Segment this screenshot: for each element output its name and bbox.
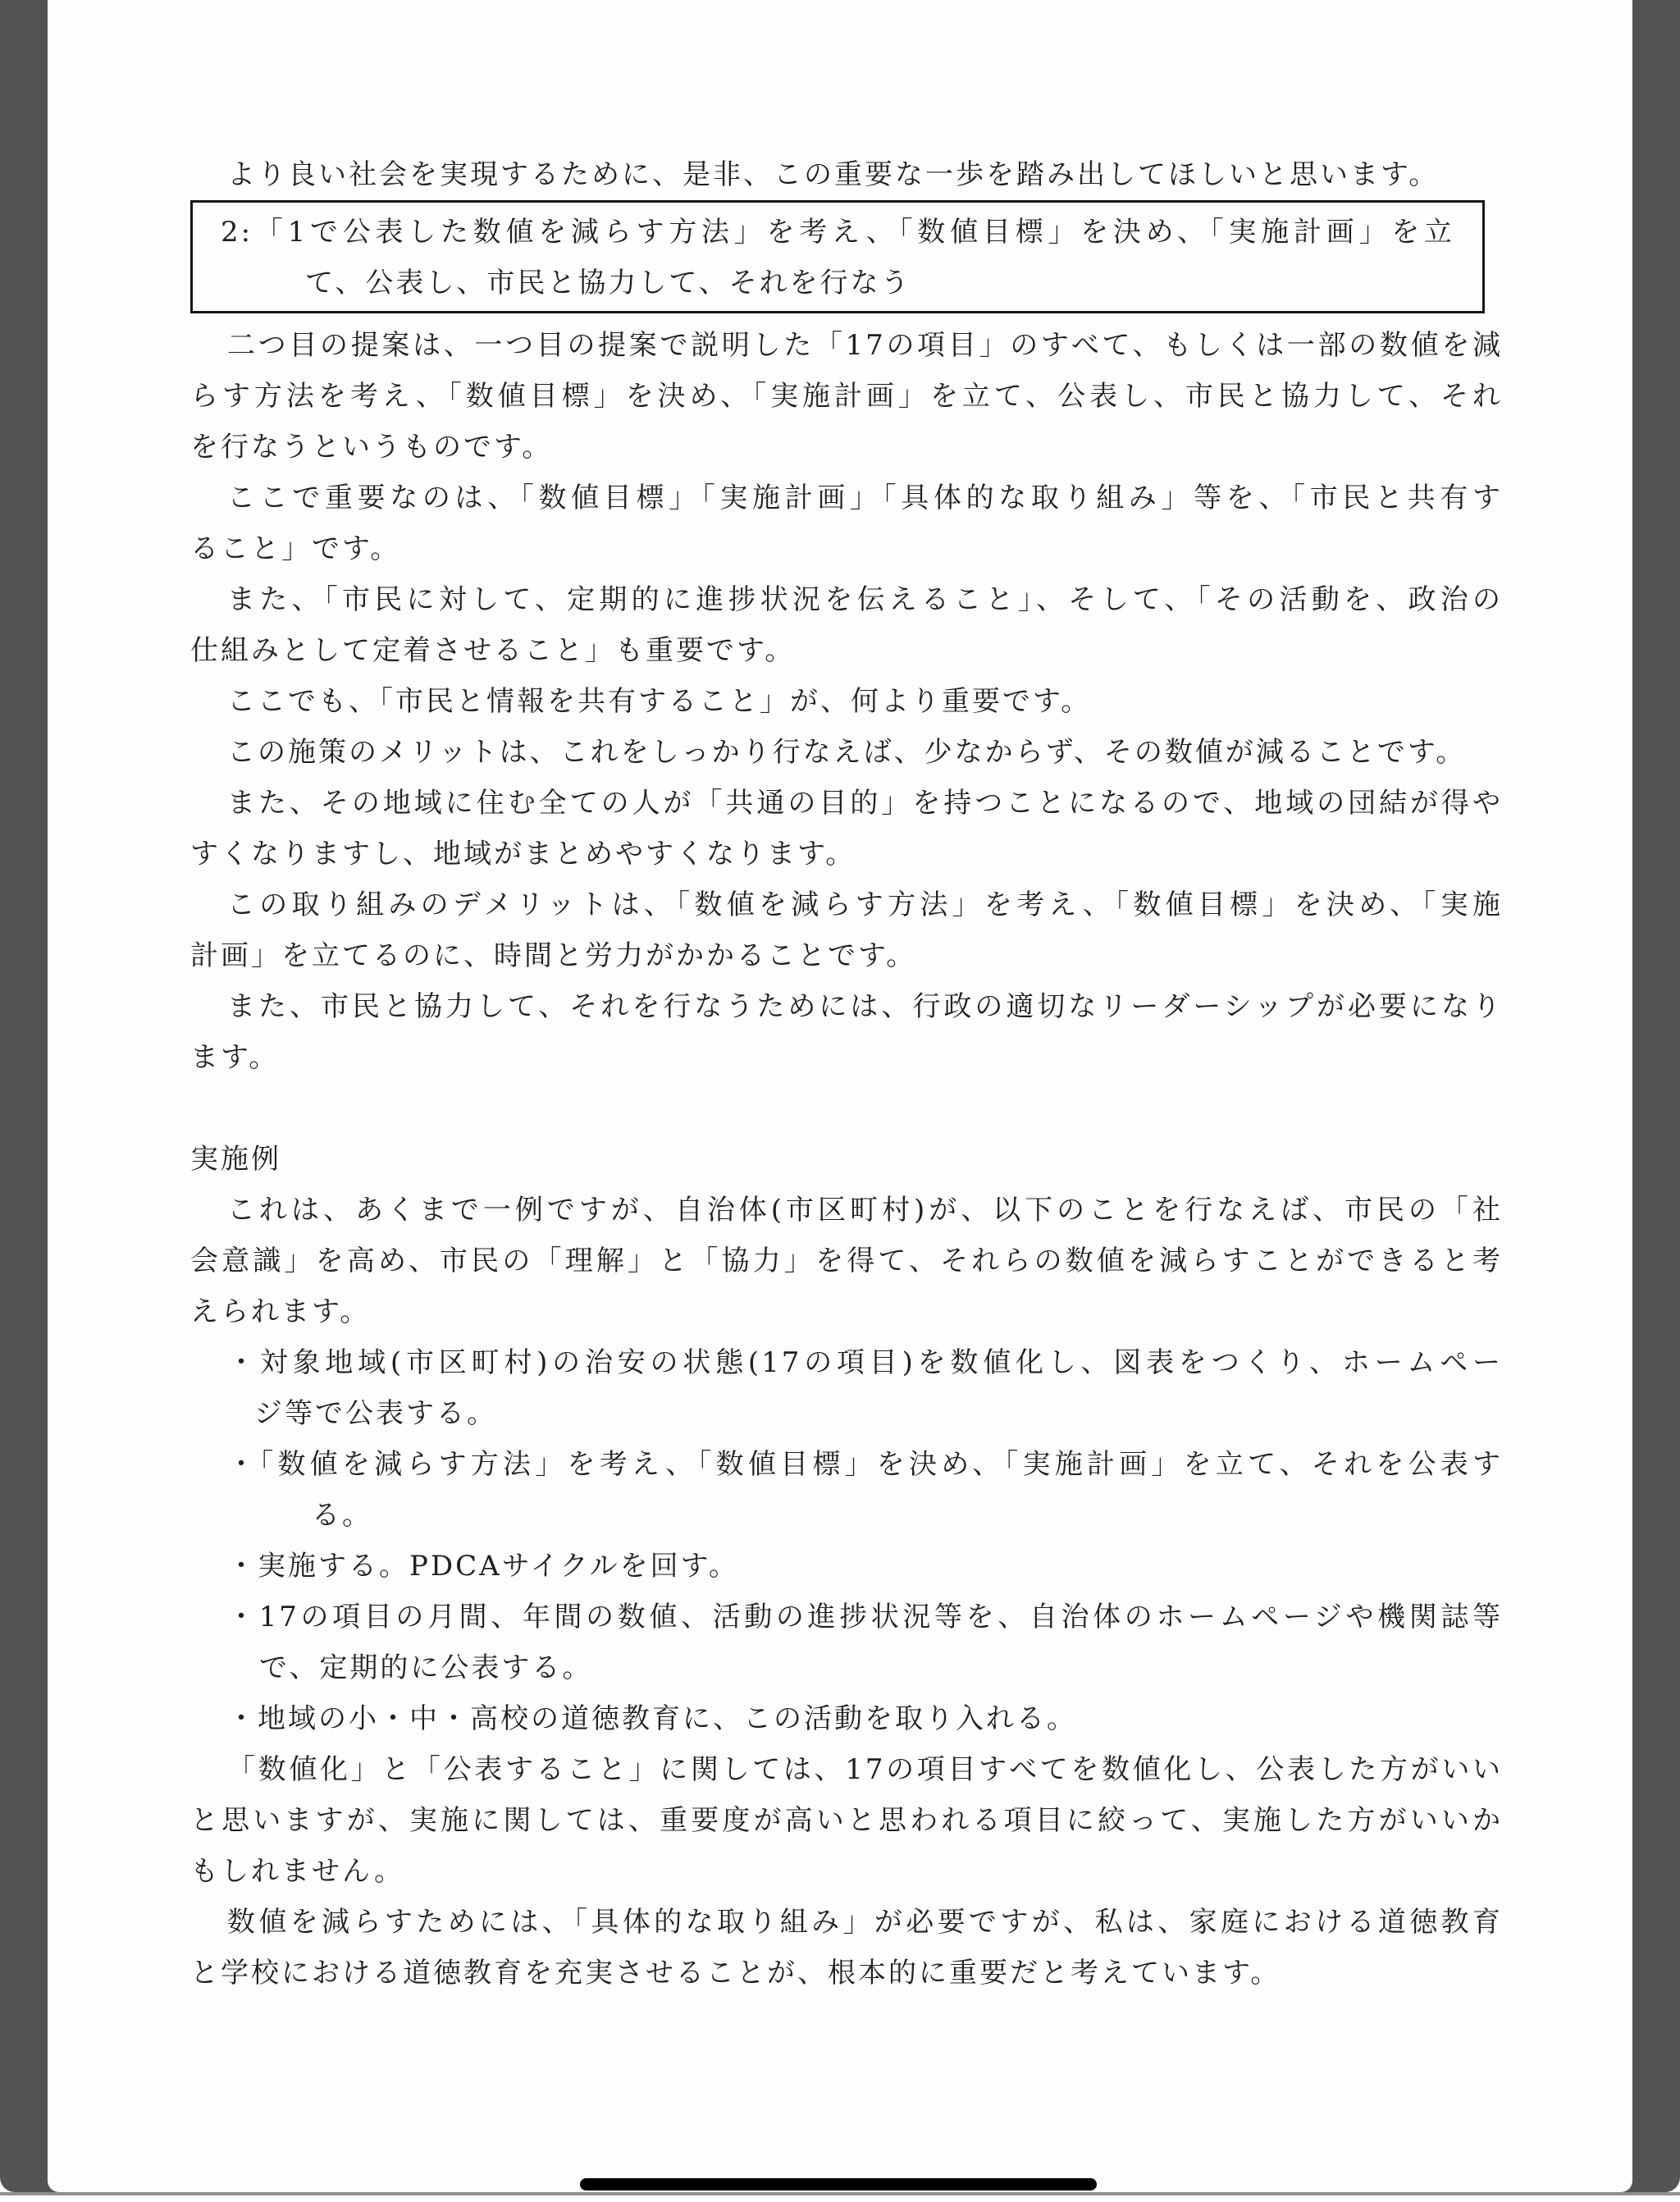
document-text-line: ・実施する。PDCAサイクルを回す。 <box>227 1550 739 1583</box>
document-text-line: らす方法を考え、「数値目標」を決め、「実施計画」を立て、公表し、市民と協力して、それ <box>190 380 1503 413</box>
document-text-line: ること」です。 <box>190 532 401 565</box>
document-text-line: すくなりますし、地域がまとめやすくなります。 <box>190 838 856 870</box>
window-bottom-edge <box>0 2192 1680 2195</box>
box-text-line: 2:「1で公表した数値を減らす方法」を考え、「数値目標」を決め、「実施計画」を立 <box>221 216 1454 249</box>
document-text-line: ・地域の小・中・高校の道徳教育に、この活動を取り入れる。 <box>227 1702 1077 1735</box>
document-page <box>48 0 1632 2192</box>
document-text-line: ・17の項目の月間、年間の数値、活動の進捗状況等を、自治体のホームページや機関誌等 <box>227 1601 1503 1633</box>
document-text-line: る。 <box>312 1499 372 1532</box>
document-text-line: また、市民と協力して、それを行なうためには、行政の適切なリーダーシップが必要になり <box>227 990 1503 1023</box>
document-text-line: ここで重要なのは、「数値目標」「実施計画」「具体的な取り組み」等を、「市民と共有す <box>227 482 1503 514</box>
box-text-line: て、公表し、市民と協力して、それを行なう <box>305 267 911 299</box>
document-text-line: この施策のメリットは、これをしっかり行なえば、少なからず、その数値が減ることです。 <box>227 736 1467 769</box>
document-text-line: 実施例 <box>190 1143 281 1176</box>
document-text-line: を行なうというものです。 <box>190 431 553 464</box>
blank-line <box>190 1083 1503 1134</box>
document-text-line: 二つ目の提案は、一つ目の提案で説明した「17の項目」のすべて、もしくは一部の数値を減 <box>227 329 1503 362</box>
document-text-line: また、その地域に住む全ての人が「共通の目的」を持つことになるので、地域の団結が得や <box>227 787 1503 820</box>
document-text-line: もしれません。 <box>190 1855 405 1888</box>
document-text-line: 会意識」を高め、市民の「理解」と「協力」を得て、それらの数値を減らすことができると考 <box>190 1245 1503 1277</box>
document-text-line: えられます。 <box>190 1295 371 1328</box>
document-text-line: この取り組みのデメリットは、「数値を減らす方法」を考え、「数値目標」を決め、「実施 <box>227 889 1503 921</box>
document-text-line: これは、あくまで一例ですが、自治体(市区町村)が、以下のことを行なえば、市民の「社 <box>227 1194 1503 1227</box>
document-text-line: と学校における道徳教育を充実させることが、根本的に重要だと考えています。 <box>190 1957 1281 1990</box>
document-text-line: 数値を減らすためには、「具体的な取り組み」が必要ですが、私は、家庭における道徳教育 <box>227 1906 1503 1939</box>
document-text-line: より良い社会を実現するために、是非、この重要な一歩を踏み出してほしいと思います。 <box>227 158 1440 191</box>
document-text-line: 計画」を立てるのに、時間と労力がかかることです。 <box>190 939 917 972</box>
proposal-2-highlight-box <box>190 200 1485 313</box>
document-text-line: ・「数値を減らす方法」を考え、「数値目標」を決め、「実施計画」を立て、それを公表す <box>227 1448 1503 1481</box>
document-text-line: 「数値化」と「公表すること」に関しては、17の項目すべてを数値化し、公表した方がいい <box>227 1753 1503 1786</box>
document-text-line: また、「市民に対して、定期的に進捗状況を伝えること」、そして、「その活動を、政治の <box>227 583 1503 616</box>
document-text-column <box>190 149 1503 1999</box>
document-text-line: ・対象地域(市区町村)の治安の状態(17の項目)を数値化し、図表をつくり、ホームペー <box>227 1346 1503 1379</box>
document-text-line: と思いますが、実施に関しては、重要度が高いと思われる項目に絞って、実施した方がいいか <box>190 1804 1503 1837</box>
document-text-line: ます。 <box>190 1041 280 1074</box>
document-text-line: 仕組みとして定着させること」も重要です。 <box>190 634 796 667</box>
home-indicator[interactable] <box>580 2178 1097 2191</box>
document-text-line: ここでも、「市民と情報を共有すること」が、何より重要です。 <box>227 685 1092 718</box>
document-text-line: で、定期的に公表する。 <box>259 1652 593 1684</box>
document-text-line: ジ等で公表する。 <box>254 1397 497 1430</box>
